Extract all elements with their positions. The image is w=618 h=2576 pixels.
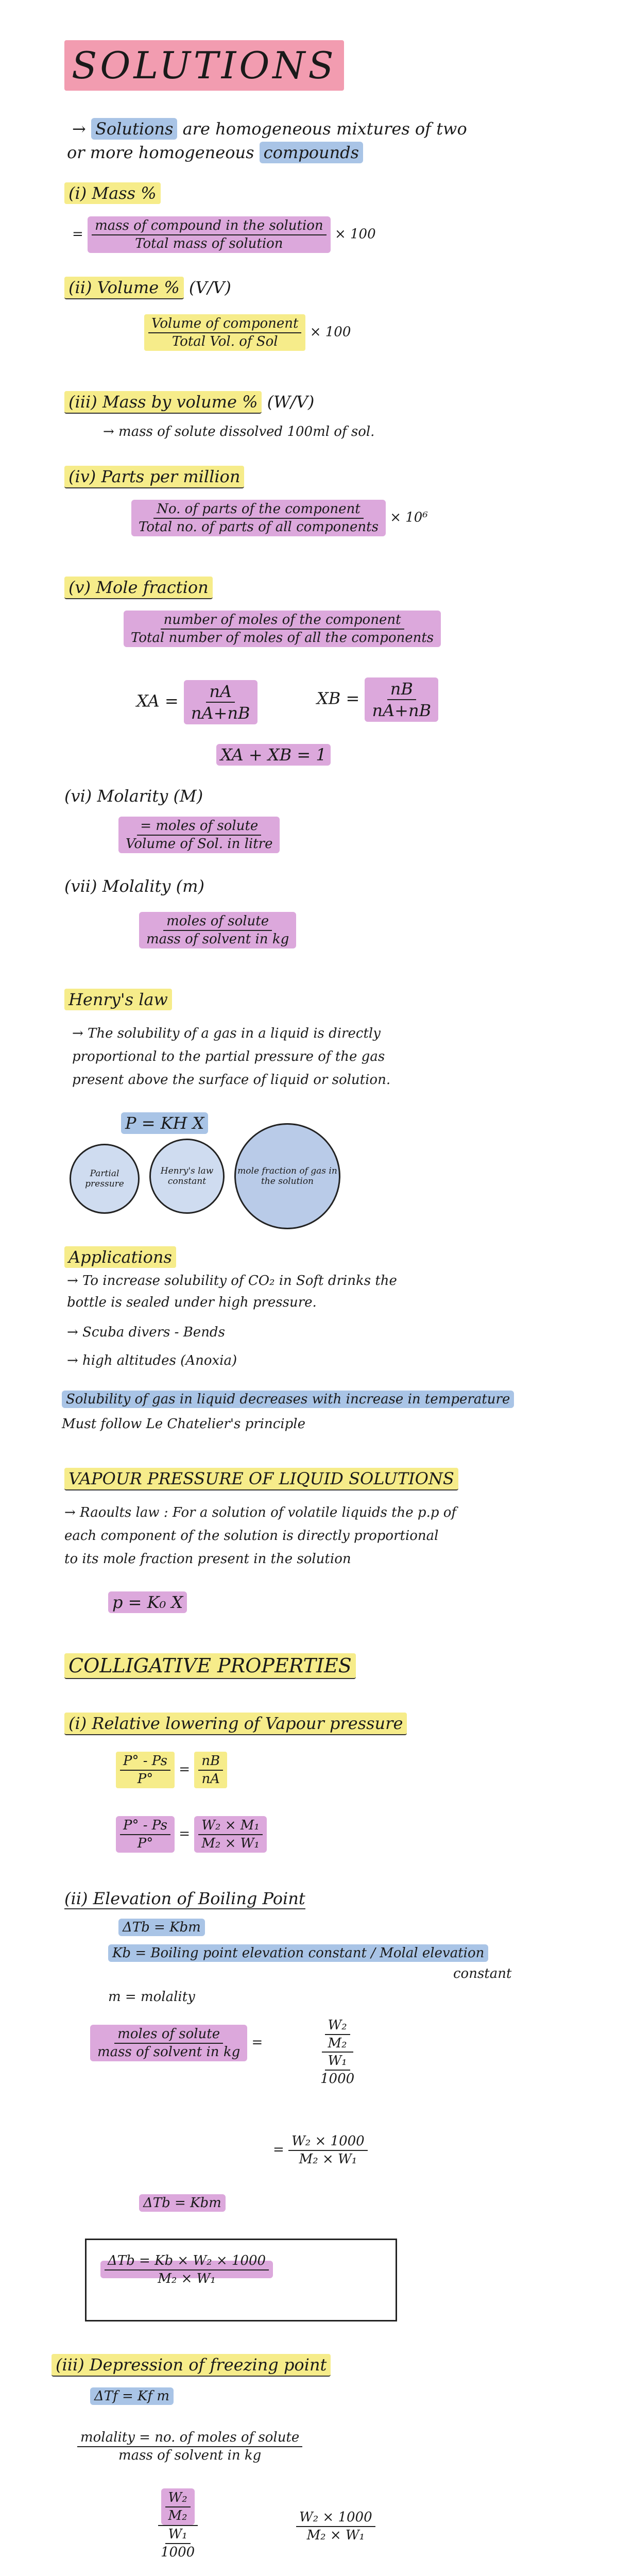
colligative-heading: COLLIGATIVE PROPERTIES bbox=[64, 1654, 356, 1679]
xb-formula: XB = $\frac{nB}{nA+nB}$ bbox=[317, 677, 438, 722]
ebp-boxed-formula-text: $\frac{\text{ΔTb = Kb × W₂ × 1000}}{\text{M₂ × W₁}}$ bbox=[100, 2252, 273, 2287]
henry-constant-circle: Henry's law constant bbox=[149, 1139, 225, 1214]
application-1: → To increase solubility of CO₂ in Soft drinks the bbox=[67, 1273, 397, 1289]
molality-heading: (vii) Molality (m) bbox=[64, 876, 204, 896]
application-3: → high altitudes (Anoxia) bbox=[67, 1353, 237, 1368]
m-def: m = molality bbox=[108, 1989, 195, 2005]
partial-pressure-circle: Partial pressure bbox=[70, 1144, 140, 1214]
dfp-fraction-result: $\frac{\text{W₂ × 1000}}{\text{M₂ × W₁}}$ bbox=[296, 2509, 375, 2544]
application-1b: bottle is sealed under high pressure. bbox=[67, 1295, 317, 1310]
dfp-heading: (iii) Depression of freezing point bbox=[52, 2354, 331, 2375]
kb-def: Kb = Boiling point elevation constant / Molal elevation bbox=[108, 1945, 488, 1962]
ebp-eq2: ΔTb = Kbm bbox=[139, 2195, 226, 2212]
applications-heading: Applications bbox=[64, 1247, 176, 1267]
volume-percent-formula: $\frac{\text{Volume of component}}{\text{Total Vol. of Sol}}$ × 100 bbox=[144, 314, 351, 351]
dfp-molality: $\frac{\text{molality = no. of moles of solute}}{\text{mass of solvent in kg}}$ bbox=[77, 2429, 302, 2464]
mass-percent-heading: (i) Mass % bbox=[64, 183, 161, 204]
mole-fraction-heading: (v) Mole fraction bbox=[64, 577, 213, 598]
rlvp-formula-1: $\frac{P^\circ - Ps}{P^\circ}$ = $\frac{nB}{nA}$ bbox=[116, 1752, 227, 1788]
mass-by-volume-def: → mass of solute dissolved 100ml of sol. bbox=[103, 424, 375, 439]
raoult-line-2: each component of the solution is directly proportional bbox=[64, 1528, 439, 1544]
mole-fraction-sum: XA + XB = 1 bbox=[216, 744, 331, 765]
molality-result: = $\frac{\text{W₂ × 1000}}{\text{M₂ × W₁}}$ bbox=[273, 2133, 368, 2167]
raoult-line-1: → Raoults law : For a solution of volatile liquids the p.p of bbox=[64, 1505, 457, 1520]
ppm-heading: (iv) Parts per million bbox=[64, 466, 244, 487]
molarity-heading: (vi) Molarity (M) bbox=[64, 786, 203, 806]
molality-chain: $\frac{\text{moles of solute}}{\text{mass of solvent in kg}}$ = bbox=[90, 2025, 263, 2061]
vapour-pressure-heading: VAPOUR PRESSURE OF LIQUID SOLUTIONS bbox=[64, 1468, 458, 1489]
mass-by-volume-heading: (iii) Mass by volume % (W/V) bbox=[64, 392, 314, 412]
dfp-fraction: $\frac{\frac{\text{W₂}}{\text{M₂}}}{\frac{\text{W₁}}{1000}}$ bbox=[154, 2488, 201, 2561]
application-2: → Scuba divers - Bends bbox=[67, 1325, 225, 1340]
molality-formula: $\frac{\text{moles of solute}}{\text{mass of solvent in kg}}$ bbox=[139, 912, 296, 948]
xa-formula: XA = $\frac{nA}{nA+nB}$ bbox=[136, 680, 258, 724]
ebp-heading: (ii) Elevation of Boiling Point bbox=[64, 1889, 305, 1908]
kb-def-2: constant bbox=[453, 1966, 512, 1981]
henry-law-line-2: proportional to the partial pressure of the gas bbox=[72, 1049, 385, 1064]
le-chatelier: Must follow Le Chatelier's principle bbox=[62, 1416, 305, 1432]
rlvp-formula-2: $\frac{P^\circ - Ps}{P^\circ}$ = $\frac{\text{W₂ × M₁}}{\text{M₂ × W₁}}$ bbox=[116, 1816, 267, 1853]
raoult-line-3: to its mole fraction present in the solution bbox=[64, 1551, 351, 1567]
molarity-formula: $\frac{\text{= moles of solute}}{\text{Volume of Sol. in litre}}$ bbox=[118, 817, 280, 853]
henry-law-equation: P = KH X bbox=[121, 1113, 208, 1133]
dfp-eq1: ΔTf = Kf m bbox=[90, 2388, 174, 2405]
mass-percent-formula: = $\frac{\text{mass of compound in the solution}}{\text{Total mass of solution}}$ × 100 bbox=[72, 216, 376, 253]
intro-line-2: or more homogeneous compounds bbox=[67, 142, 363, 163]
molality-fraction: $\frac{\frac{\text{W₂}}{\text{M₂}}}{\frac{\text{W₁}}{1000}}$ bbox=[320, 2018, 355, 2087]
henry-law-heading: Henry's law bbox=[64, 989, 172, 1010]
volume-percent-heading: (ii) Volume % (V/V) bbox=[64, 277, 231, 298]
ppm-formula: $\frac{\text{No. of parts of the component}}{\text{Total no. of parts of all components}}$ × 10⁶ bbox=[131, 500, 428, 536]
mole-fraction-formula: $\frac{\text{number of moles of the component}}{\text{Total number of moles of all the components}}$ bbox=[124, 611, 441, 647]
raoult-equation: p = K₀ X bbox=[108, 1592, 187, 1613]
henry-law-line-1: → The solubility of a gas in a liquid is directly bbox=[72, 1026, 381, 1041]
page-title: SOLUTIONS bbox=[64, 40, 344, 91]
henry-law-line-3: present above the surface of liquid or solution. bbox=[72, 1072, 391, 1088]
solubility-temperature: Solubility of gas in liquid decreases with increase in temperature bbox=[62, 1391, 514, 1408]
mole-fraction-circle: mole fraction of gas in the solution bbox=[234, 1123, 340, 1229]
ebp-eq1: ΔTb = Kbm bbox=[118, 1919, 205, 1936]
rlvp-heading: (i) Relative lowering of Vapour pressure bbox=[64, 1713, 407, 1734]
intro-line-1: → Solutions are homogeneous mixtures of two bbox=[72, 119, 467, 139]
